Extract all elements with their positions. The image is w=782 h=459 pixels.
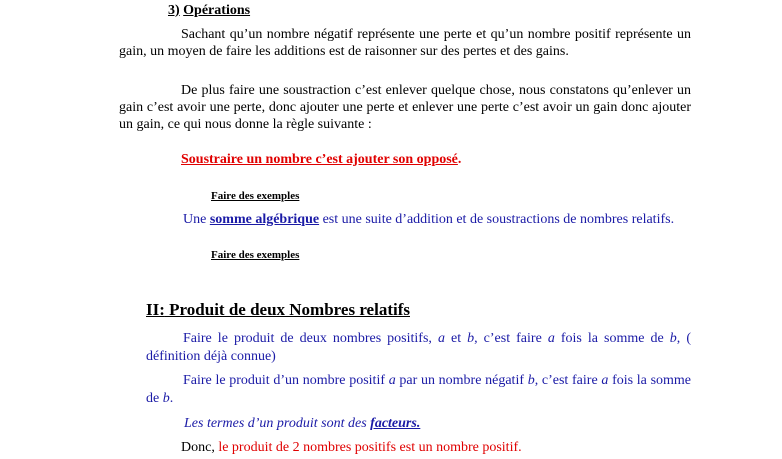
prod2-text-4: fois la somme de [146,373,692,406]
prod1-text-5: , ( définition déjà connue) [146,331,691,364]
facteurs-pre: Les termes d’un produit sont des [184,416,371,431]
rule-text: Soustraire un nombre c’est ajouter son opposé [181,152,458,167]
paragraph-produit-positifs [146,330,691,366]
prod1-var-b2: b [669,331,677,346]
section-heading-operations [168,2,250,19]
prod2-var-a2: a [601,373,609,388]
prod2-var-b: b [527,373,535,388]
prod1-var-a: a [437,331,445,346]
prod2-var-a: a [388,373,396,388]
prod2-text-2: par un nombre négatif [395,373,528,388]
paragraph-donc [181,439,522,456]
paragraph-soustraction: De plus faire une soustraction c’est enlever quelque chose, nous constatons qu’enlever un gain c’est avoir une perte, donc ajouter une perte et enlever une perte c’est avoir un gain donc ajouter un gain, ce qui nous donne la règle suivante : [119,83,691,132]
prod2-var-b2: b [162,391,170,406]
donc-pre: Donc, [181,440,219,455]
examples-label-2: Faire des exemples [211,249,300,261]
section2-title: Produit de deux Nombres relatifs [164,300,410,319]
prod1-text-3: , c’est faire [474,331,548,346]
facteurs-term: facteurs. [370,416,421,431]
prod2-text-1: Faire le produit d’un nombre positif [183,373,389,388]
paragraph-produit-positif-negatif [146,372,691,408]
prod1-text-4: fois la somme de [554,331,670,346]
rule-soustraire [181,151,461,168]
prod1-text-1: Faire le produit de deux nombres positifs, [183,331,438,346]
somme-pre: Une [183,212,210,227]
prod1-var-b: b [467,331,475,346]
somme-post: est une suite d’addition et de soustractions de nombres relatifs. [319,212,675,227]
paragraph-somme-algebrique [146,211,691,228]
paragraph-pertes-gains: Sachant qu’un nombre négatif représente une perte et qu’un nombre positif représente un gain, un moyen de faire les additions est de raisonner sur des pertes et des gains. [119,27,691,59]
rule-period: . [457,152,462,167]
examples-label-1: Faire des exemples [211,190,300,202]
section-title: Opérations [183,3,251,18]
section-number: 3) [168,3,180,18]
section2-number: II: [146,300,165,319]
section-heading-produit [146,300,410,320]
donc-conclusion: le produit de 2 nombres positifs est un nombre positif. [218,440,522,455]
prod2-text-3: , c’est faire [534,373,602,388]
paragraph-facteurs [184,415,420,432]
prod2-text-5: . [169,391,174,406]
somme-term: somme algébrique [209,212,320,227]
prod1-var-a2: a [547,331,555,346]
prod1-text-2: et [444,331,468,346]
